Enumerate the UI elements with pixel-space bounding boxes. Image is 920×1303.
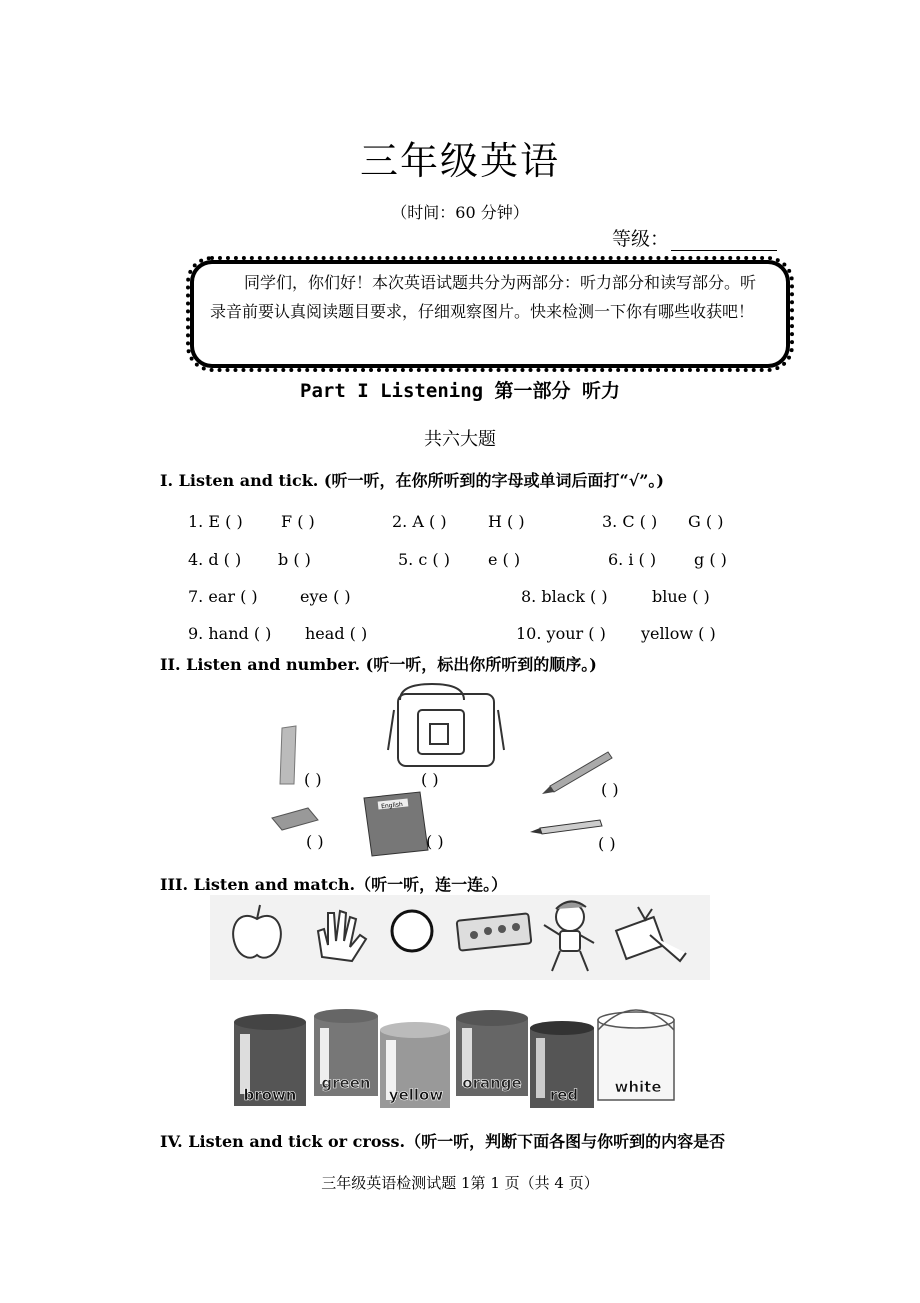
paint-label-white: white [614, 1078, 662, 1096]
paint-box-icon [457, 913, 532, 950]
part-title: Part I Listening 第一部分 听力 [300, 380, 620, 402]
tick-item[interactable]: head ( ) [305, 624, 368, 643]
paint-can-orange-icon [456, 1010, 528, 1096]
paint-cans [228, 1000, 698, 1112]
tick-item[interactable]: F ( ) [281, 512, 315, 531]
tick-item[interactable]: 9. hand ( ) [188, 624, 272, 643]
tick-item[interactable]: H ( ) [488, 512, 525, 531]
tick-item[interactable]: 4. d ( ) [188, 550, 242, 569]
paint-can-white-icon [598, 1010, 674, 1100]
number-blank[interactable]: ( ) [304, 770, 322, 789]
grade-blank[interactable] [671, 232, 777, 251]
tick-item[interactable]: blue ( ) [652, 587, 710, 606]
section-3-title: III. Listen and match.（听一听，连一连。） [160, 875, 508, 894]
part-subtitle: 共六大题 [424, 429, 496, 450]
section-1-title: I. Listen and tick. (听一听，在你所听到的字母或单词后面打“√”。) [160, 471, 664, 490]
book-icon [364, 792, 428, 856]
exam-time: （时间：60 分钟） [391, 203, 529, 222]
schoolbag-icon [388, 684, 504, 766]
ruler-icon [280, 726, 296, 784]
eraser-icon [272, 808, 318, 830]
section-2-title: II. Listen and number. (听一听，标出你所听到的顺序。) [160, 655, 597, 674]
tick-item[interactable]: 7. ear ( ) [188, 587, 258, 606]
tick-item[interactable]: 2. A ( ) [392, 512, 447, 531]
tick-item[interactable]: G ( ) [688, 512, 724, 531]
book-label: English [380, 801, 404, 811]
section-4-title: IV. Listen and tick or cross.（听一听，判断下面各图与你听到的内容是否 [160, 1132, 726, 1151]
pen-icon [530, 820, 602, 834]
tick-item[interactable]: 6. i ( ) [608, 550, 657, 569]
grade-label: 等级： [612, 228, 670, 250]
page-title: 三年级英语 [359, 139, 560, 183]
number-blank[interactable]: ( ) [426, 832, 444, 851]
tick-item[interactable]: 3. C ( ) [602, 512, 658, 531]
grade-field [612, 224, 777, 251]
paint-label-yellow: yellow [388, 1086, 444, 1104]
tick-item[interactable]: 5. c ( ) [398, 550, 450, 569]
tick-item[interactable]: 8. black ( ) [521, 587, 608, 606]
paint-can-red-icon [530, 1021, 594, 1108]
tick-item[interactable]: g ( ) [694, 550, 727, 569]
paint-label-brown: brown [243, 1086, 297, 1104]
paint-label-red: red [549, 1086, 579, 1104]
tick-item[interactable]: 10. your ( ) [516, 624, 606, 643]
intro-text: 同学们，你们好！本次英语试题共分为两部分：听力部分和读写部分。听录音前要认真阅读题目要求，仔细观察图片。快来检测一下你有哪些收获吧！ [210, 273, 757, 321]
circle-icon [392, 911, 432, 951]
paint-can-brown-icon [234, 1014, 306, 1106]
tick-item[interactable]: eye ( ) [300, 587, 351, 606]
number-blank[interactable]: ( ) [601, 780, 619, 799]
paint-label-green: green [321, 1074, 371, 1092]
paint-can-green-icon [314, 1009, 378, 1096]
tick-item[interactable]: e ( ) [488, 550, 521, 569]
section-3-pictures [210, 895, 710, 980]
page-footer: 三年级英语检测试题 1第 1 页（共 4 页） [321, 1174, 599, 1192]
number-blank[interactable]: ( ) [421, 770, 439, 789]
paint-can-yellow-icon [380, 1022, 450, 1108]
tick-item[interactable]: b ( ) [278, 550, 311, 569]
number-blank[interactable]: ( ) [306, 832, 324, 851]
number-blank[interactable]: ( ) [598, 834, 616, 853]
tick-item[interactable]: yellow ( ) [641, 624, 716, 643]
tick-item[interactable]: 1. E ( ) [188, 512, 243, 531]
paint-label-orange: orange [462, 1074, 522, 1092]
